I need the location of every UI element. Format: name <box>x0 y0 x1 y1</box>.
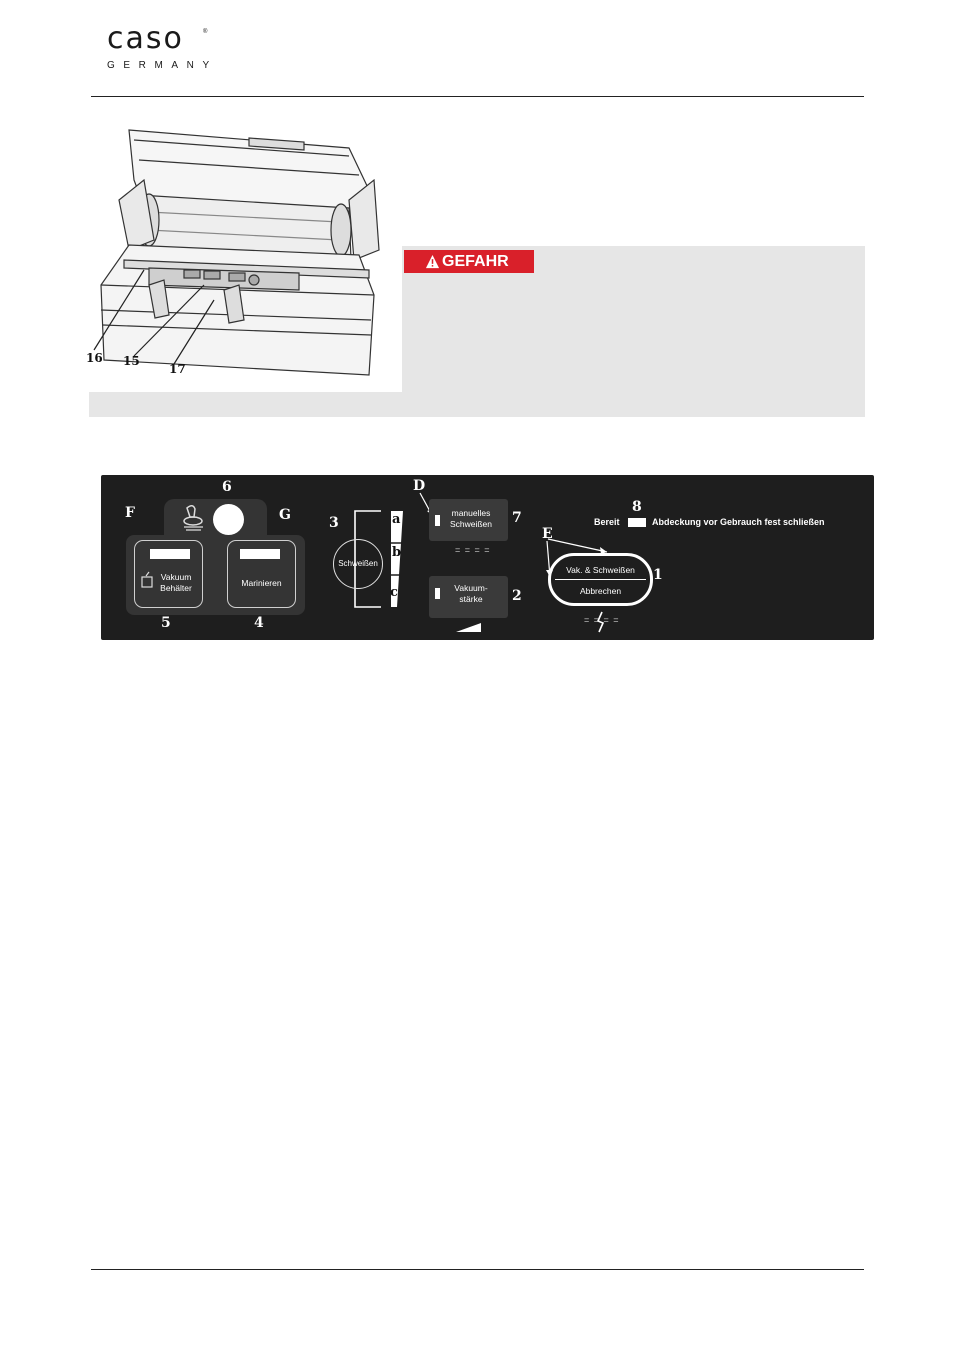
danger-badge <box>404 250 534 273</box>
cover-hint: Abdeckung vor Gebrauch fest schließen <box>652 517 825 527</box>
logo-subtitle: GERMANY <box>107 60 218 71</box>
manuelles-schweissen-button[interactable] <box>429 499 508 541</box>
led-D <box>435 515 440 526</box>
number-7: 7 <box>512 510 522 526</box>
danger-notice <box>402 246 865 417</box>
registered-mark: ® <box>203 29 208 35</box>
number-4: 4 <box>254 615 264 631</box>
callout-16: 16 <box>86 351 103 365</box>
letter-b: b <box>392 545 402 560</box>
vakuum-behaelter-line1: Vakuum <box>160 572 192 582</box>
vacuum-port <box>213 504 244 535</box>
vakuum-behaelter-line2: Behälter <box>160 583 192 593</box>
button-divider <box>555 579 646 580</box>
vak-schweissen-label: Vak. & Schweißen <box>566 565 635 575</box>
number-6: 6 <box>222 479 232 495</box>
letter-E: E <box>542 526 553 542</box>
number-3: 3 <box>329 515 339 531</box>
vakuumstaerke-line1: Vakuum- <box>454 583 488 593</box>
logo-wordmark: caso <box>107 21 184 56</box>
manuelles-line1: manuelles <box>451 508 491 518</box>
caso-logo <box>91 13 220 83</box>
bereit-label: Bereit <box>594 517 620 527</box>
device-illustration <box>86 120 402 392</box>
control-panel <box>101 475 874 640</box>
letter-F: F <box>125 505 135 521</box>
dashes-under-vak: = = = = <box>584 615 620 625</box>
number-2: 2 <box>512 588 522 604</box>
letter-G: G <box>279 507 291 523</box>
footer-divider <box>91 1269 864 1270</box>
header-divider <box>91 96 864 97</box>
warning-triangle-icon <box>425 254 440 269</box>
abbrechen-label: Abbrechen <box>579 586 622 596</box>
marinieren-label: Marinieren <box>241 578 282 588</box>
marinate-icon <box>181 503 207 533</box>
number-8: 8 <box>632 499 642 515</box>
callout-17: 17 <box>169 362 186 376</box>
schweissen-label: Schweißen <box>338 559 378 568</box>
led-bereit <box>628 518 646 527</box>
schweissen-button[interactable] <box>333 539 383 589</box>
danger-label: GEFAHR <box>442 253 509 270</box>
led-F <box>150 549 190 559</box>
strength-ramp-icon <box>456 621 482 633</box>
letter-D: D <box>413 478 426 494</box>
letter-a: a <box>392 512 401 527</box>
marinieren-button[interactable] <box>227 540 296 608</box>
callout-15: 15 <box>123 354 140 368</box>
number-5: 5 <box>161 615 171 631</box>
manuelles-line2: Schweißen <box>449 519 493 529</box>
vakuumstaerke-line2: stärke <box>459 594 483 604</box>
letter-c: c <box>390 585 398 600</box>
vakuumstaerke-button[interactable] <box>429 576 508 618</box>
vakuum-behaelter-button[interactable] <box>134 540 203 608</box>
led-vakuumstaerke <box>435 588 440 599</box>
number-1: 1 <box>653 567 663 583</box>
vak-schweissen-abbrechen-button[interactable] <box>548 553 653 606</box>
cancel-mark-icon <box>595 611 607 633</box>
led-G <box>240 549 280 559</box>
dashes-under-manuell: = = = = <box>455 545 491 555</box>
